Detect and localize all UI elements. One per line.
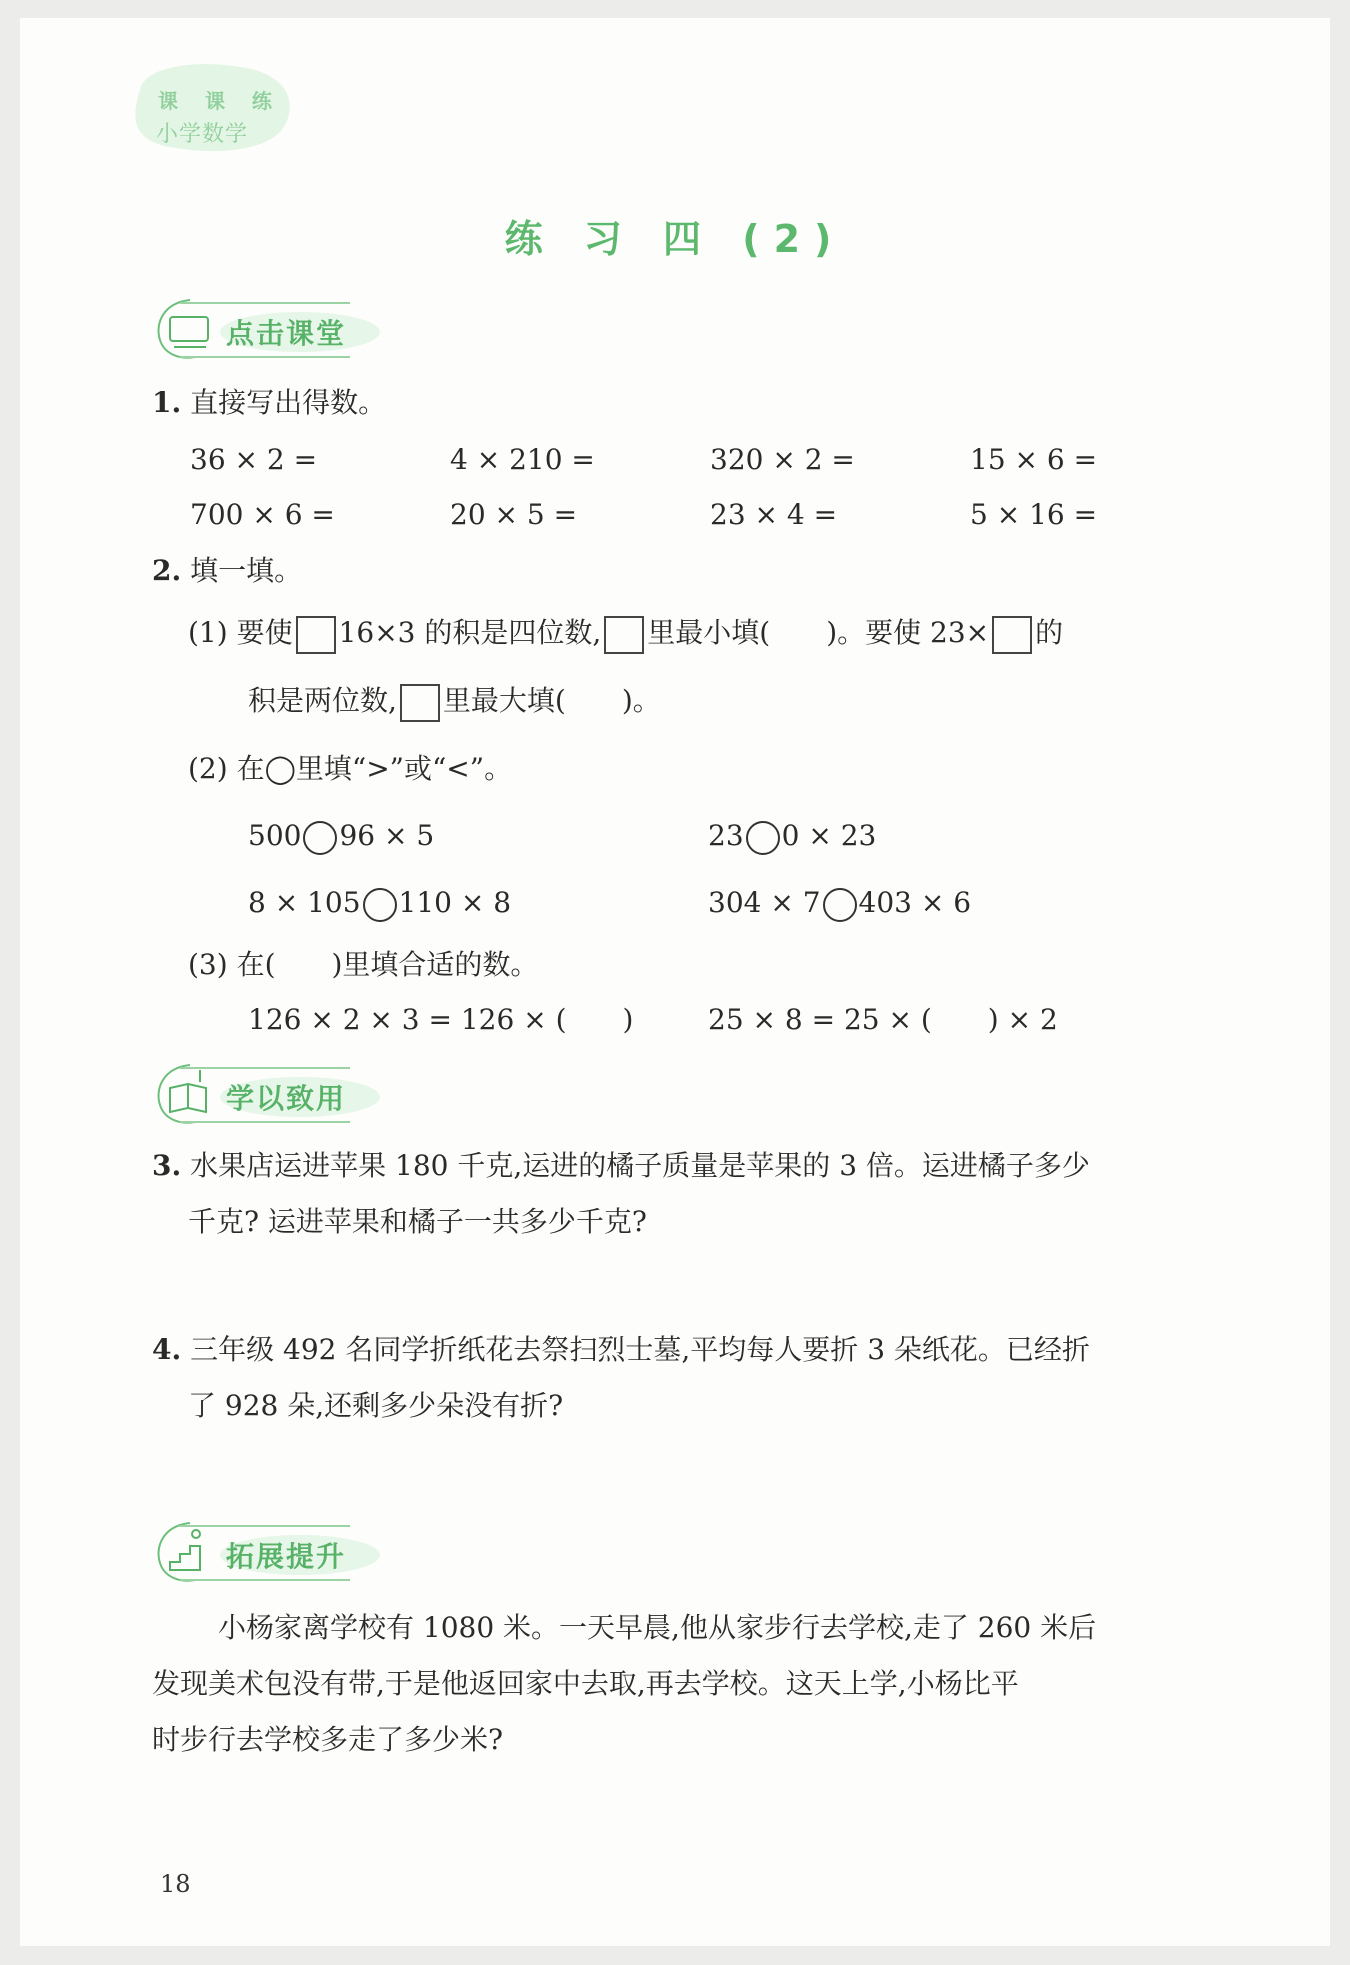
q1-item: 20 × 5 = <box>450 498 578 531</box>
series-logo <box>120 55 295 155</box>
q5-line3: 时步行去学校多走了多少米? <box>152 1723 504 1756</box>
q2-p1-a: (1) 要使 <box>188 616 293 649</box>
q5-line1: 小杨家离学校有 1080 米。一天早晨,他从家步行去学校,走了 260 米后 <box>218 1611 1097 1644</box>
q2-part2-prompt: (2) 在◯里填“>”或“<”。 <box>188 752 513 785</box>
compare-item <box>248 885 511 922</box>
q2-prompt <box>152 553 302 589</box>
answer-box[interactable] <box>296 616 336 654</box>
compare-item <box>708 818 876 855</box>
q4-line2: 了 928 朵,还剩多少朵没有折? <box>188 1389 564 1422</box>
section-header-classroom <box>150 295 380 365</box>
q2-p1-d: 的 <box>1035 616 1064 649</box>
compare-circle[interactable] <box>363 888 397 922</box>
compare-item <box>708 885 971 922</box>
compare-item <box>248 818 434 855</box>
q1-item: 23 × 4 = <box>710 498 838 531</box>
q4-text: 三年级 492 名同学折纸花去祭扫烈士墓,平均每人要折 3 朵纸花。已经折 <box>190 1333 1090 1366</box>
q1-text: 直接写出得数。 <box>190 386 387 419</box>
compare-circle[interactable] <box>746 821 780 855</box>
q4-number: 4. <box>152 1333 182 1366</box>
answer-box[interactable] <box>604 616 644 654</box>
section-header-apply <box>150 1060 380 1130</box>
q2-p1-e: 积是两位数, <box>248 684 397 717</box>
q3-line1 <box>152 1148 1090 1184</box>
series-line1: 课 课 练 <box>158 89 282 113</box>
compare-left: 304 × 7 <box>708 886 821 919</box>
q1-item: 320 × 2 = <box>710 443 855 476</box>
compare-left: 500 <box>248 819 302 852</box>
compare-right: 0 × 23 <box>781 819 877 852</box>
q1-number: 1. <box>152 386 182 419</box>
q1-prompt <box>152 385 386 421</box>
q2-p1-c: 里最小填( )。要使 23× <box>647 616 990 649</box>
q3-line2: 千克? 运进苹果和橘子一共多少千克? <box>188 1205 647 1238</box>
answer-box[interactable] <box>992 616 1032 654</box>
q3-text: 水果店运进苹果 180 千克,运进的橘子质量是苹果的 3 倍。运进橘子多少 <box>190 1149 1090 1182</box>
answer-box[interactable] <box>400 684 440 722</box>
compare-right: 110 × 8 <box>398 886 512 919</box>
q1-item: 4 × 210 = <box>450 443 595 476</box>
q5-line2: 发现美术包没有带,于是他返回家中去取,再去学校。这天上学,小杨比平 <box>152 1667 1019 1700</box>
series-line2: 小学数学 <box>156 122 249 147</box>
q2-number: 2. <box>152 554 182 587</box>
q1-item: 700 × 6 = <box>190 498 335 531</box>
q2-p1-f: 里最大填( )。 <box>442 684 661 717</box>
q1-item: 15 × 6 = <box>970 443 1098 476</box>
compare-left: 23 <box>708 819 744 852</box>
q2-part1-line2 <box>248 683 661 722</box>
q2-part3-prompt: (3) 在( )里填合适的数。 <box>188 948 539 981</box>
page-title: 练 习 四 (2) <box>504 217 846 261</box>
compare-circle[interactable] <box>823 888 857 922</box>
section-title: 点击课堂 <box>226 317 347 350</box>
page-number: 18 <box>160 1870 191 1898</box>
q2-p1-b: 16×3 的积是四位数, <box>338 616 602 649</box>
compare-circle[interactable] <box>303 821 337 855</box>
q1-item: 36 × 2 = <box>190 443 318 476</box>
section-header-extend <box>150 1518 380 1588</box>
section-title: 学以致用 <box>226 1082 347 1115</box>
q2-part3-eq2: 25 × 8 = 25 × ( ) × 2 <box>708 1003 1058 1036</box>
q2-part3-eq1: 126 × 2 × 3 = 126 × ( ) <box>248 1003 634 1036</box>
q1-item: 5 × 16 = <box>970 498 1098 531</box>
section-title: 拓展提升 <box>226 1540 347 1573</box>
compare-right: 403 × 6 <box>858 886 972 919</box>
compare-right: 96 × 5 <box>339 819 435 852</box>
q3-number: 3. <box>152 1149 182 1182</box>
q2-part1-line1 <box>188 615 1063 654</box>
q2-text: 填一填。 <box>190 554 303 587</box>
q4-line1 <box>152 1332 1090 1368</box>
compare-left: 8 × 105 <box>248 886 361 919</box>
